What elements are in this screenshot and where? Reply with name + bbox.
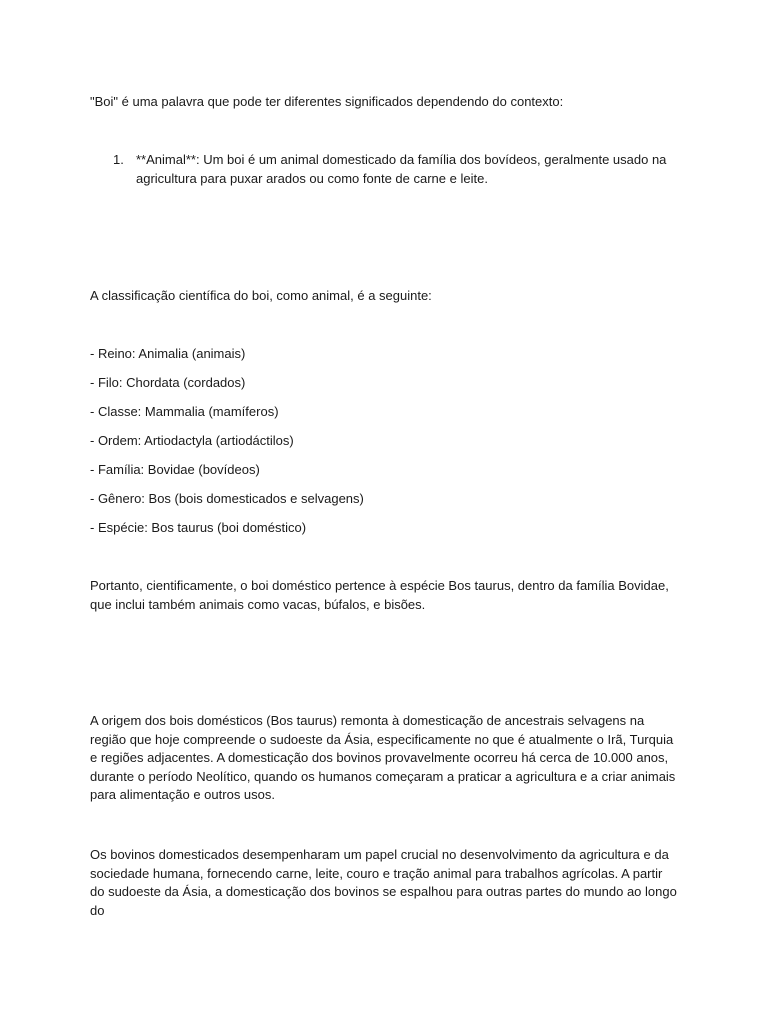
classification-intro: A classificação científica do boi, como animal, é a seguinte: bbox=[90, 288, 432, 303]
taxonomy-filo: - Filo: Chordata (cordados) bbox=[90, 375, 246, 390]
intro-paragraph: "Boi" é uma palavra que pode ter diferentes significados dependendo do contexto: bbox=[90, 94, 564, 109]
taxonomy-classe: - Classe: Mammalia (mamíferos) bbox=[90, 404, 279, 419]
role-paragraph: Os bovinos domesticados desempenharam um papel crucial no desenvolvimento da agricultura e da sociedade humana, fornecendo carne, leite, couro e tração animal para trabalhos agrícolas. A partir do sudoeste da Ásia, a domesticação dos bovinos se espalhou para outras partes do mundo ao longo do bbox=[90, 847, 677, 918]
taxonomy-especie: - Espécie: Bos taurus (boi doméstico) bbox=[90, 520, 307, 535]
conclusion-paragraph: Portanto, cientificamente, o boi doméstico pertence à espécie Bos taurus, dentro da família Bovidae, que inclui também animais como vacas, búfalos, e bisões. bbox=[90, 578, 669, 612]
origin-paragraph: A origem dos bois domésticos (Bos taurus) remonta à domesticação de ancestrais selvagens na região que hoje compreende o sudoeste da Ásia, especificamente no que é atualmente o Irã, Turquia e regiões adjacentes. A domesticação dos bovinos provavelmente ocorreu há cerca de 10.000 anos, durante o período Neolítico, quando os humanos começaram a praticar a agricultura e a criar animais para alimentação e outros usos. bbox=[90, 713, 676, 802]
taxonomy-ordem: - Ordem: Artiodactyla (artiodáctilos) bbox=[90, 433, 294, 448]
taxonomy-familia: - Família: Bovidae (bovídeos) bbox=[90, 462, 260, 477]
list-number: 1. bbox=[113, 152, 124, 167]
taxonomy-genero: - Gênero: Bos (bois domesticados e selvagens) bbox=[90, 491, 364, 506]
taxonomy-reino: - Reino: Animalia (animais) bbox=[90, 346, 246, 361]
list-item-text: **Animal**: Um boi é um animal domesticado da família dos bovídeos, geralmente usado na agricultura para puxar arados ou como fonte de carne e leite. bbox=[136, 152, 667, 186]
